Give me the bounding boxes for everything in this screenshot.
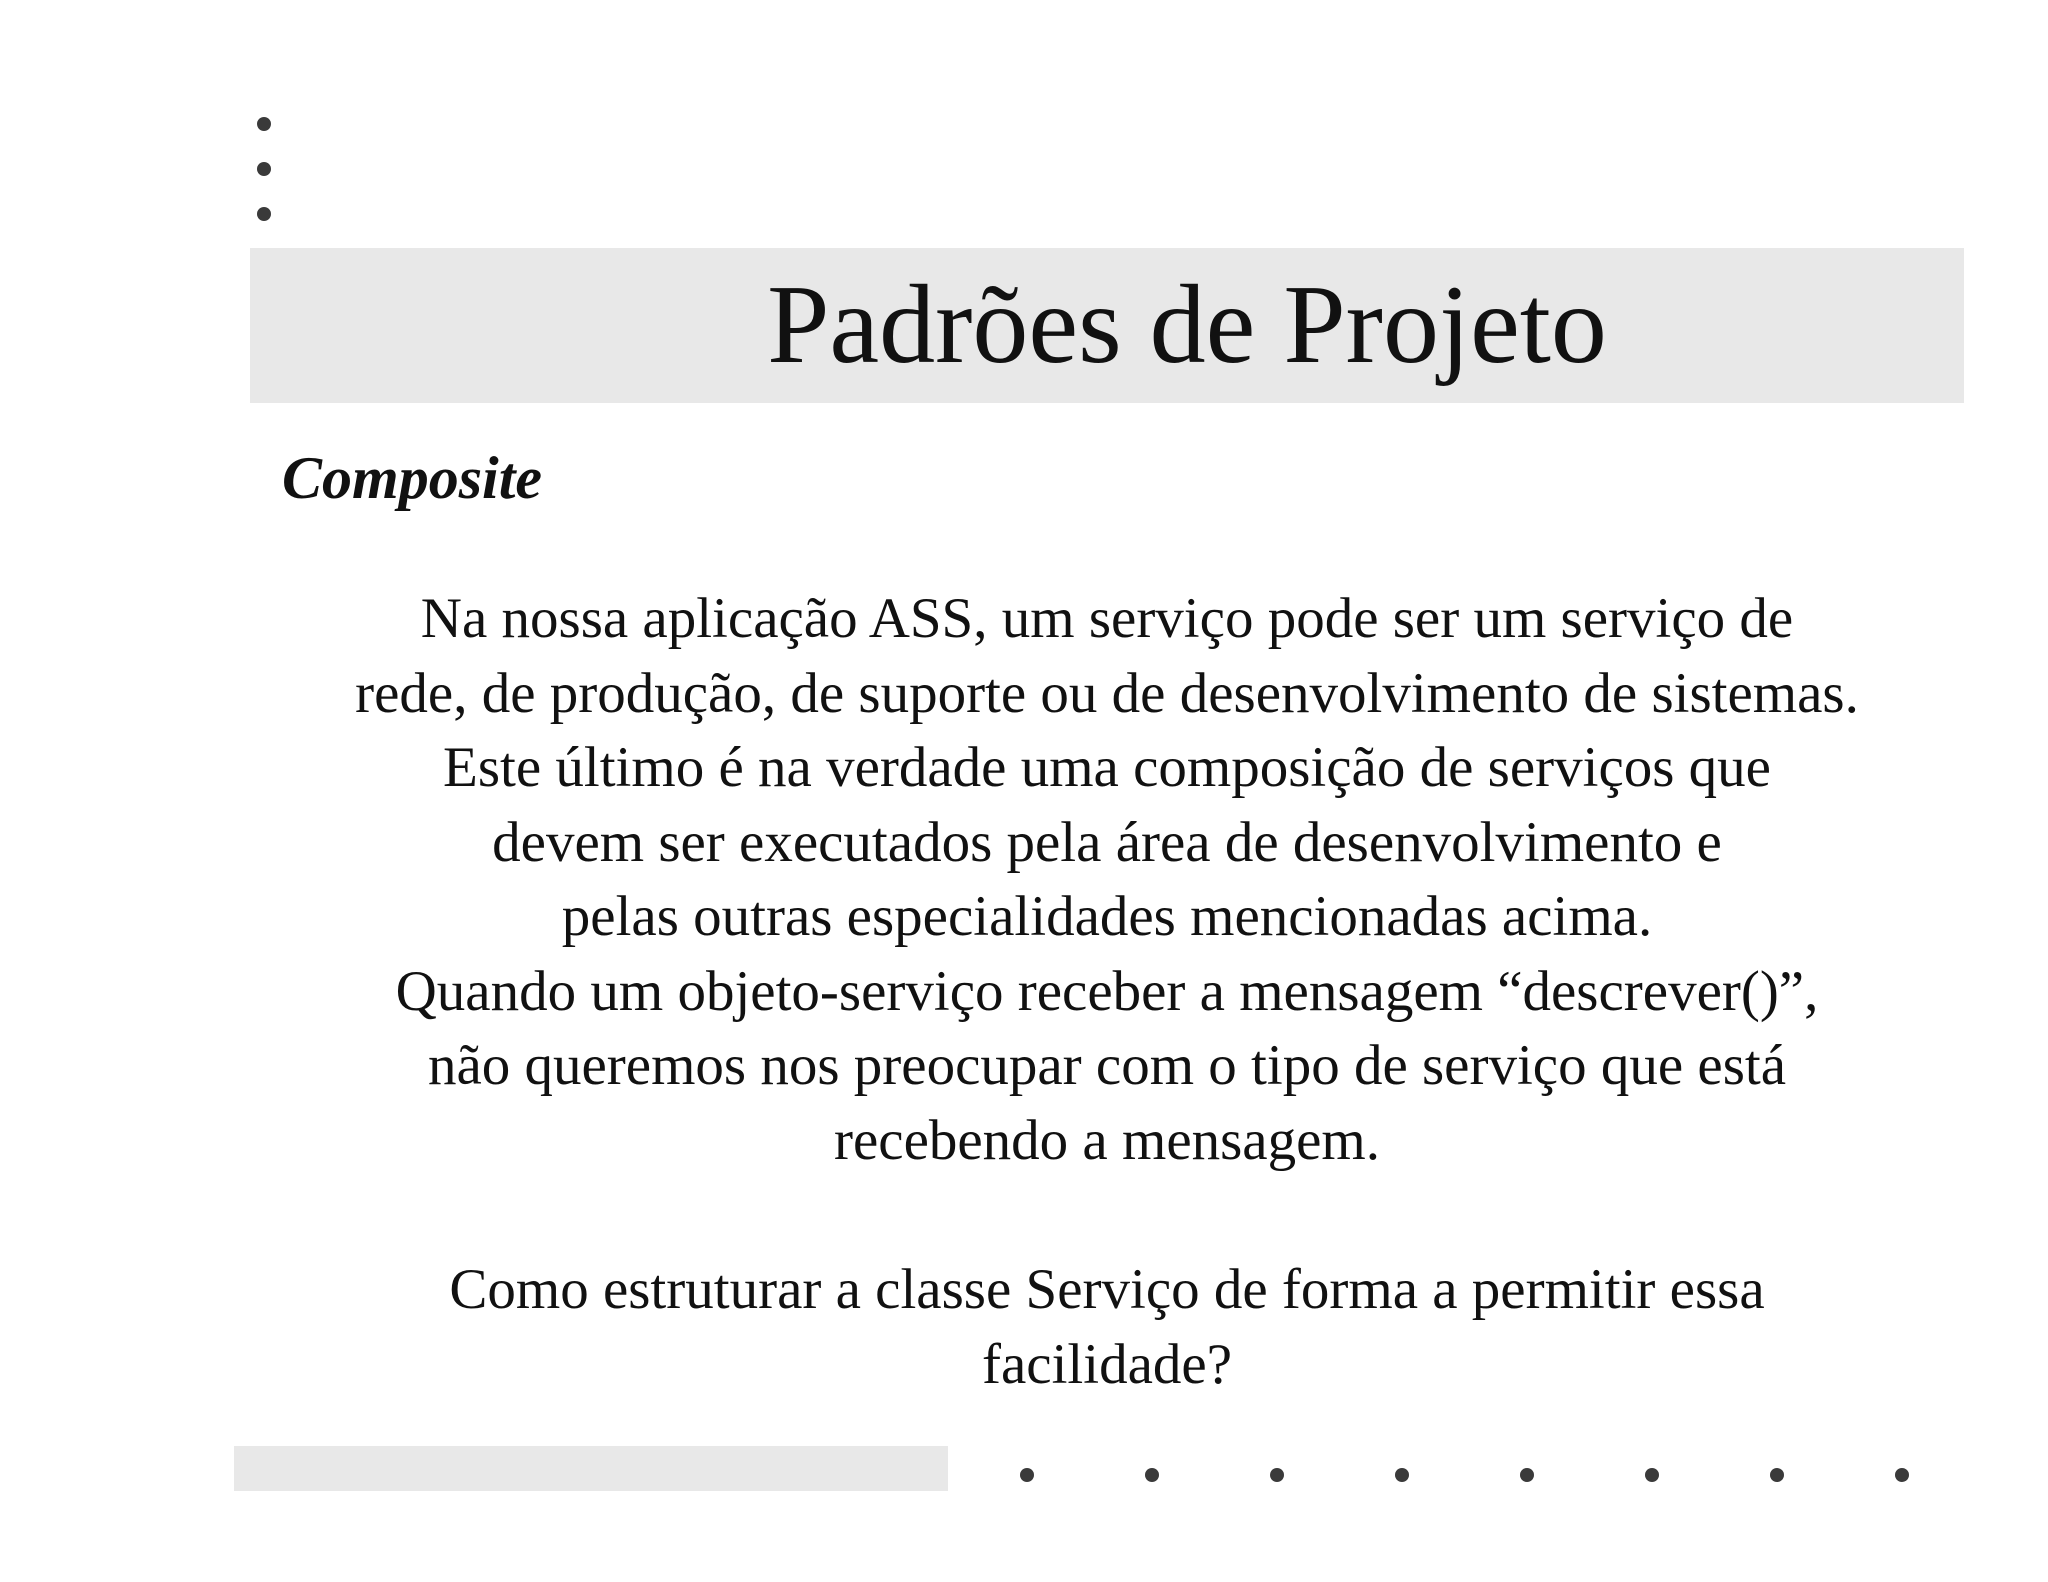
decorative-dot: [1270, 1468, 1284, 1482]
slide-subtitle: Composite: [282, 445, 543, 511]
decorative-dot: [1645, 1468, 1659, 1482]
decorative-dot: [257, 117, 271, 131]
paragraph-line: rede, de produção, de suporte ou de desenvolvimento de sistemas.: [355, 661, 1859, 725]
decorative-dot: [1145, 1468, 1159, 1482]
body-paragraph: [250, 582, 1964, 1178]
decorative-dot: [1895, 1468, 1909, 1482]
question-line: Como estruturar a classe Serviço de forma a permitir essa: [449, 1258, 1765, 1321]
paragraph-line: Este último é na verdade uma composição de serviços que: [443, 736, 1771, 799]
slide-title: Padrões de Projeto: [767, 263, 1607, 387]
decorative-dot: [257, 162, 271, 176]
paragraph-line: Na nossa aplicação ASS, um serviço pode ser um serviço de: [420, 587, 1794, 650]
paragraph-line: não queremos nos preocupar com o tipo de serviço que está: [427, 1034, 1787, 1097]
decorative-dot: [257, 207, 271, 221]
footer-band: [234, 1446, 948, 1491]
question-line: facilidade?: [982, 1333, 1232, 1396]
decorative-dot: [1020, 1468, 1034, 1482]
decorative-dot: [1770, 1468, 1784, 1482]
decorative-dot: [1395, 1468, 1409, 1482]
paragraph-line: pelas outras especialidades mencionadas acima.: [561, 885, 1653, 948]
question-paragraph: [250, 1252, 1964, 1402]
paragraph-line: devem ser executados pela área de desenvolvimento e: [492, 810, 1722, 874]
paragraph-line: Quando um objeto-serviço receber a mensagem “descrever()”,: [395, 959, 1819, 1023]
decorative-dot: [1520, 1468, 1534, 1482]
paragraph-line: recebendo a mensagem.: [834, 1108, 1380, 1172]
